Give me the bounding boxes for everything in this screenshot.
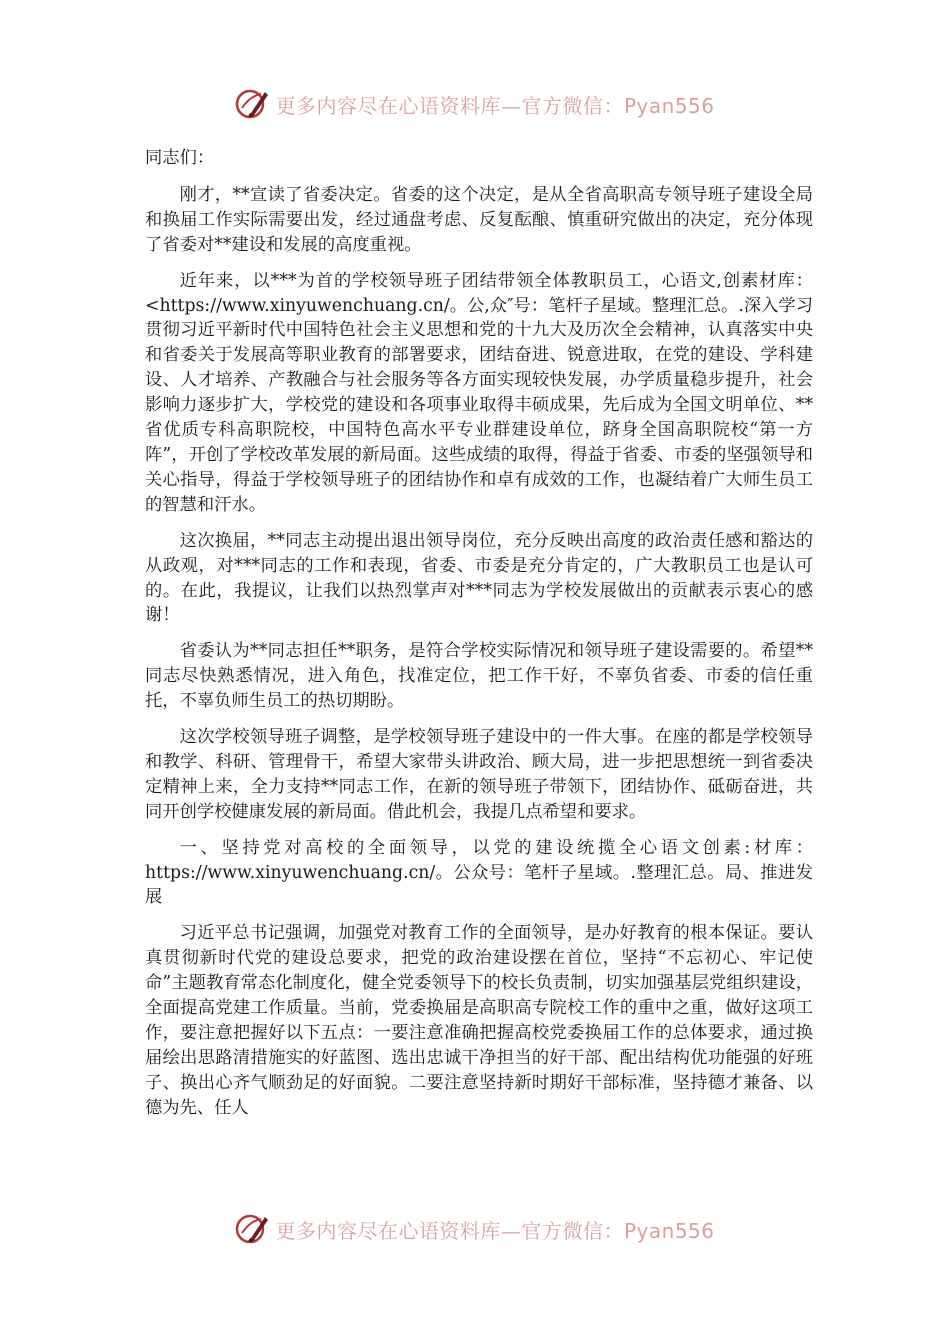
header-text: 更多内容尽在心语资料库—官方微信：Pyan556 <box>275 93 715 118</box>
paragraph-1: 刚才，**宣读了省委决定。省委的这个决定，是从全省高职高专领导班子建设全局和换届工作实际需要出发，经过通盘考虑、反复酝酿、慎重研究做出的决定，充分体现了省委对**建设和发展的高度重视。 <box>145 184 813 255</box>
footer-banner <box>0 1209 950 1249</box>
paragraph-5: 这次学校领导班子调整，是学校领导班子建设中的一件大事。在座的都是学校领导和教学、科研、管理骨干，希望大家带头讲政治、顾大局，进一步把思想统一到省委决定精神上来，全力支持**同志工作，在新的领导班子带领下，团结协作、砥砺奋进，共同开创学校健康发展的新局面。借此机会，我提几点希望和要求。 <box>145 727 813 822</box>
footer-wechat-id: Pyan556 <box>623 1218 715 1243</box>
paragraph-6: 习近平总书记强调，加强党对教育工作的全面领导，是办好教育的根本保证。要认真贯彻新时代党的建设总要求，把党的政治建设摆在首位，坚持“不忘初心、牢记使命”主题教育常态化制度化，健全党委领导下的校长负责制，切实加强基层党组织建设，全面提高党建工作质量。当前，党委换届是高职高专院校工作的重中之重，做好这项工作，要注意把握好以下五点：一要注意准确把握高校党委换届工作的总体要求，通过换届绘出思路清措施实的好蓝图、选出忠诚干净担当的好干部、配出结构优功能强的好班子、换出心齐气顺劲足的好面貌。二要注意坚持新时期好干部标准，坚持德才兼备、以德为先、任人 <box>145 923 813 1118</box>
salutation: 同志们： <box>145 148 215 168</box>
pen-heart-logo-icon <box>235 86 271 122</box>
section-heading-1: 一、坚持党对高校的全面领导，以党的建设统揽全心语文创素:材库：https://www.xinyuwenchuang.cn/。公众号：笔杆子星域。.整理汇总。局、推进发展 <box>145 837 813 908</box>
footer-text: 更多内容尽在心语资料库—官方微信：Pyan556 <box>275 1218 715 1243</box>
header-banner <box>0 84 950 124</box>
pen-heart-logo-icon <box>235 1211 271 1247</box>
paragraph-4: 省委认为**同志担任**职务，是符合学校实际情况和领导班子建设需要的。希望**同志尽快熟悉情况，进入角色，找准定位，把工作干好，不辜负省委、市委的信任重托，不辜负师生员工的热切期盼。 <box>145 641 813 712</box>
paragraph-2: 近年来，以***为首的学校领导班子团结带领全体教职员工，心语文,创素材库：<https://www.xinyuwenchuang.cn/。公,众″号：笔杆子星域。整理汇总。.深入学习贯彻习近平新时代中国特色社会主义思想和党的十九大及历次全会精神，认真落实中央和省委关于发展高等职业教育的部署要求，团结奋进、锐意进取，在党的建设、学科建设、人才培养、产教融合与社会服务等各方面实现较快发展，办学质量稳步提升，社会影响力逐步扩大，学校党的建设和各项事业取得丰硕成果，先后成为全国文明单位、**省优质专科高职院校，中国特色高水平专业群建设单位，跻身全国高职院校“第一方阵”，开创了学校改革发展的新局面。这些成绩的取得，得益于省委、市委的坚强领导和关心指导，得益于学校领导班子的团结协作和卓有成效的工作，也凝结着广大师生员工的智慧和汗水。 <box>145 270 813 515</box>
paragraph-3: 这次换届，**同志主动提出退出领导岗位，充分反映出高度的政治责任感和豁达的从政观，对***同志的工作和表现，省委、市委是充分肯定的，广大教职员工也是认可的。在此，我提议，让我们以热烈掌声对***同志为学校发展做出的贡献表示衷心的感谢！ <box>145 530 813 626</box>
header-wechat-id: Pyan556 <box>623 93 715 118</box>
document-body <box>145 146 813 1132</box>
